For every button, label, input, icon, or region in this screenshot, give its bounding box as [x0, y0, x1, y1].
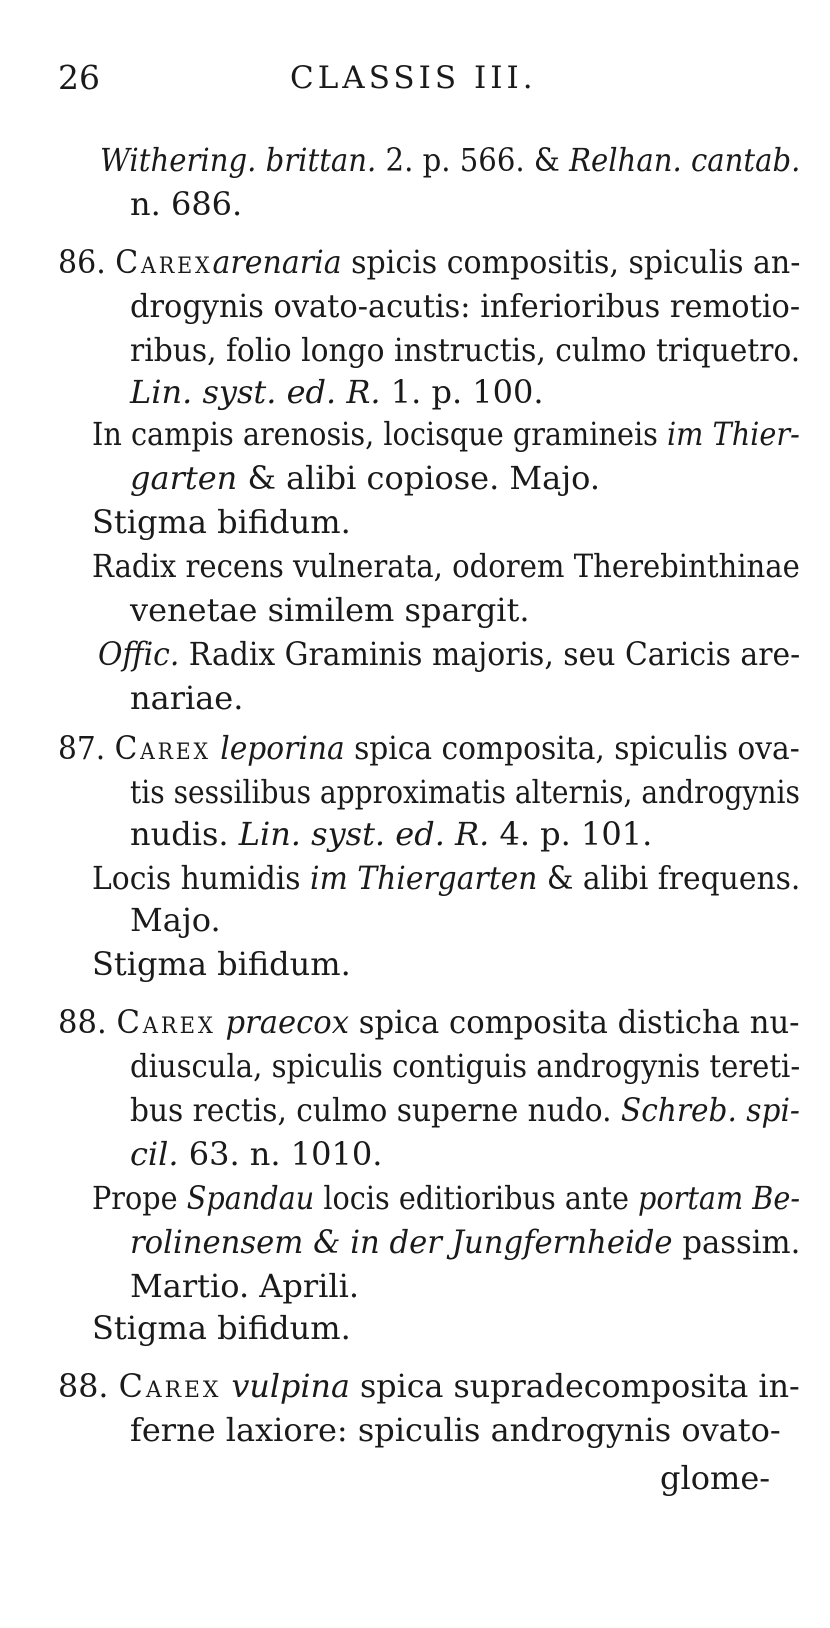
stigma-note: Stigma bifidum. — [92, 1309, 351, 1347]
genus: Carex — [114, 729, 211, 767]
reference: Relhan. cantab. — [569, 141, 801, 179]
reference-number: 4. p. 101. — [499, 815, 653, 853]
habitat-line — [92, 412, 800, 456]
genus: Carex — [115, 243, 213, 281]
diagnosis: spica composita, spiculis ova- — [354, 729, 800, 767]
page-number: 26 — [58, 58, 100, 97]
reference-number: 1. p. 100. — [390, 373, 544, 411]
reference: cil. — [130, 1135, 179, 1173]
entry-number: 87. — [58, 729, 106, 767]
habitat-text: & alibi frequens. — [546, 859, 801, 897]
place-name: Spandau — [186, 1179, 315, 1217]
reference: Withering. brittan. — [100, 141, 377, 179]
species: vulpina — [231, 1367, 350, 1405]
habitat-line — [92, 1176, 800, 1220]
habitat-text: Prope — [92, 1179, 178, 1217]
page-header — [0, 56, 830, 106]
diagnosis-line: diuscula, spiculis contiguis androgynis tereti- — [130, 1047, 801, 1085]
entry-number: 88. — [58, 1367, 109, 1405]
entry-number: 86. — [58, 243, 106, 281]
place-name: im Thiergarten — [310, 859, 538, 897]
diagnosis: spica supradecomposita in- — [359, 1367, 800, 1405]
habitat-text: Locis humidis — [92, 859, 301, 897]
habitat-text: & alibi copiose. Majo. — [247, 459, 601, 497]
reference-number: 2. p. 566. — [385, 141, 525, 179]
diagnosis: bus rectis, culmo superne nudo. — [130, 1091, 612, 1129]
diagnosis-line: ribus, folio longo instructis, culmo triquetro. — [130, 331, 801, 369]
habitat-text: passim. — [682, 1223, 801, 1261]
place-name: rolinensem & in der Jungfernheide — [130, 1223, 673, 1261]
ampersand: & — [533, 141, 560, 179]
genus: Carex — [118, 1367, 222, 1405]
diagnosis: nudis. — [130, 815, 229, 853]
genus: Carex — [116, 1003, 216, 1041]
reference-line — [130, 1132, 382, 1176]
officinal-text: Radix Graminis majoris, seu Caricis are- — [188, 635, 801, 673]
habitat-line — [130, 456, 600, 500]
entry-number: 88. — [58, 1003, 107, 1041]
diagnosis-line — [130, 1088, 800, 1132]
place-name: portam Be- — [638, 1179, 801, 1217]
habitat-text: locis editioribus ante — [323, 1179, 629, 1217]
diagnosis-line — [130, 812, 652, 856]
running-head: CLASSIS III. — [290, 60, 537, 96]
catchword: glome- — [660, 1459, 771, 1497]
entry-88b-heading — [58, 1364, 800, 1408]
radix-note: venetae similem spargit. — [130, 591, 530, 629]
entry-87-heading — [58, 726, 800, 770]
diagnosis: spicis compositis, spiculis an- — [351, 243, 801, 281]
officinal-note — [98, 632, 800, 676]
habitat-line — [130, 1220, 800, 1264]
place-name: garten — [130, 459, 238, 497]
habitat-text: In campis arenosis, locisque gramineis — [92, 415, 658, 453]
radix-note: Radix recens vulnerata, odorem Therebinthinae — [92, 547, 800, 585]
officinal-label: Offic. — [98, 635, 180, 673]
stigma-note: Stigma bifidum. — [92, 945, 351, 983]
reference: Lin. syst. ed. R. — [130, 373, 381, 411]
reference-number: 63. n. 1010. — [188, 1135, 383, 1173]
place-name: im Thier- — [666, 415, 800, 453]
habitat-line — [92, 856, 800, 900]
continuation-line-2: n. 686. — [130, 185, 243, 223]
diagnosis-line: drogynis ovato-acutis: inferioribus remotio- — [130, 287, 801, 325]
reference: Schreb. spi- — [620, 1091, 800, 1129]
species: praecox — [225, 1003, 349, 1041]
habitat-line: Majo. — [130, 901, 221, 939]
officinal-note: nariae. — [130, 679, 244, 717]
species: leporina — [220, 729, 345, 767]
continuation-line-1 — [100, 138, 800, 182]
diagnosis: spica composita disticha nu- — [358, 1003, 800, 1041]
reference: Lin. syst. ed. R. — [238, 815, 490, 853]
diagnosis-line: ferne laxiore: spiculis androgynis ovato- — [130, 1411, 781, 1449]
stigma-note: Stigma bifidum. — [92, 503, 351, 541]
entry-86-heading — [58, 240, 800, 284]
diagnosis-line: tis sessilibus approximatis alternis, androgynis — [130, 773, 800, 811]
habitat-line: Martio. Aprili. — [130, 1267, 360, 1305]
reference-line — [130, 370, 544, 414]
entry-88-heading — [58, 1000, 800, 1044]
species: arenaria — [212, 243, 342, 281]
